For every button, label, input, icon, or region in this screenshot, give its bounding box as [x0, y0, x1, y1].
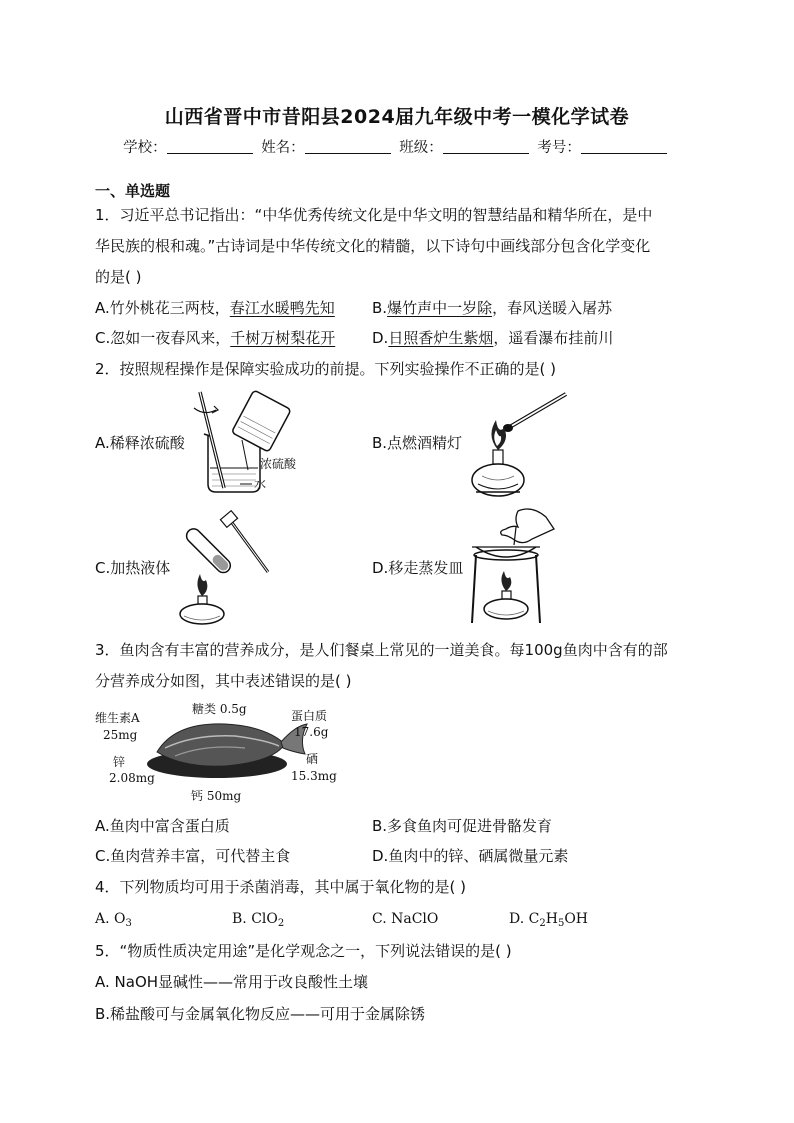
q4-option-c[interactable]: C. NaClO [372, 911, 439, 927]
q1-option-c[interactable] [95, 328, 335, 348]
q1-d-letter: D. [372, 329, 389, 347]
q1-b-text: ，春风送暖入屠苏 [492, 299, 613, 317]
vitamin-a-value: 25mg [103, 728, 138, 742]
q3-stem-line1: 3．鱼肉含有丰富的营养成分，是人们餐桌上常见的一道美食。每100g鱼肉中含有的部 [95, 641, 668, 659]
q1-stem-line1: 1．习近平总书记指出：“中华优秀传统文化是中华文明的智慧结晶和精华所在，是中 [95, 206, 653, 224]
selenium-label: 硒 [306, 752, 319, 766]
q4-d-c: D. C [509, 911, 540, 927]
student-info-line [0, 136, 794, 157]
q4-d-sub2: 5 [557, 918, 565, 929]
q1-d-underlined: 日照香炉生紫烟 [388, 329, 494, 347]
q2-stem: 2．按照规程操作是保障实验成功的前提。下列实验操作不正确的是( ) [95, 360, 557, 378]
fish-nutrition-figure [95, 700, 345, 806]
q3-option-a[interactable]: A.鱼肉中富含蛋白质 [95, 817, 230, 835]
protein-label: 蛋白质 [291, 709, 328, 723]
q4-option-b[interactable] [232, 909, 284, 934]
q2-option-b[interactable]: B.点燃酒精灯 [372, 434, 463, 452]
sugar-label: 糖类 0.5g [192, 702, 247, 716]
moving-dish-figure [462, 505, 562, 627]
number-blank[interactable] [581, 141, 667, 154]
q1-c-text: C.忽如一夜春风来， [95, 329, 231, 347]
school-label: 学校： [123, 140, 167, 156]
school-blank[interactable] [167, 141, 253, 154]
section-heading: 一、单选题 [95, 182, 171, 200]
q2-option-a[interactable]: A.稀释浓硫酸 [95, 434, 185, 452]
q5-stem: 5．“物质性质决定用途”是化学观念之一，下列说法错误的是( ) [95, 942, 512, 960]
class-blank[interactable] [443, 141, 529, 154]
q3-stem-line2: 分营养成分如图，其中表述错误的是( ) [95, 672, 352, 690]
calcium-label: 钙 50mg [191, 789, 242, 803]
diluting-acid-figure [190, 388, 310, 498]
q4-b-formula: B. ClO [232, 911, 278, 927]
q4-d-oh: OH [564, 911, 588, 927]
q1-c-underlined: 千树万树梨花开 [230, 329, 336, 347]
q1-stem-line2: 华民族的根和魂。”古诗词是中华传统文化的精髓，以下诗句中画线部分包含化学变化 [95, 237, 651, 255]
q4-option-d[interactable] [509, 909, 588, 934]
q2-option-d[interactable]: D.移走蒸发皿 [372, 559, 464, 577]
q2-option-c[interactable]: C.加热液体 [95, 559, 171, 577]
q1-option-a[interactable] [95, 298, 335, 318]
q1-a-underlined: 春江水暖鸭先知 [229, 299, 335, 317]
q1-b-letter: B. [372, 299, 388, 317]
zinc-value: 2.08mg [109, 771, 155, 785]
q1-option-d[interactable] [372, 328, 613, 348]
q4-a-sub: 3 [125, 918, 132, 929]
q3-option-d[interactable]: D.鱼肉中的锌、硒属微量元素 [372, 847, 569, 865]
q4-d-sub1: 2 [539, 918, 546, 929]
q5-option-b[interactable]: B.稀盐酸可与金属氧化物反应——可用于金属除锈 [95, 1005, 426, 1023]
q4-option-a[interactable] [95, 909, 132, 934]
name-blank[interactable] [305, 141, 391, 154]
class-label: 班级： [399, 140, 443, 156]
number-label: 考号： [537, 140, 581, 156]
q5-option-a[interactable]: A. NaOH显碱性——常用于改良酸性土壤 [95, 973, 369, 991]
q4-a-formula: A. O [95, 911, 126, 927]
q4-d-h: H [545, 911, 558, 927]
q4-stem: 4．下列物质均可用于杀菌消毒，其中属于氧化物的是( ) [95, 878, 467, 896]
q1-d-text: ，遥看瀑布挂前川 [493, 329, 614, 347]
lighting-lamp-figure [468, 388, 578, 498]
q1-stem-line3: 的是( ) [95, 268, 142, 286]
q4-b-sub: 2 [277, 918, 285, 929]
heating-liquid-figure [172, 510, 282, 626]
q3-option-b[interactable]: B.多食鱼肉可促进骨骼发育 [372, 817, 553, 835]
q3-option-c[interactable]: C.鱼肉营养丰富，可代替主食 [95, 847, 291, 865]
exam-title: 山西省晋中市昔阳县2024届九年级中考一模化学试卷 [164, 106, 630, 128]
vitamin-a-label: 维生素A [95, 711, 140, 725]
q1-a-text: A.竹外桃花三两枝， [95, 299, 230, 317]
q1-option-b[interactable] [372, 298, 612, 318]
water-label: 水 [254, 477, 267, 491]
q1-b-underlined: 爆竹声中一岁除 [387, 299, 493, 317]
selenium-value: 15.3mg [291, 769, 337, 783]
conc-acid-label: 浓硫酸 [260, 457, 297, 471]
zinc-label: 锌 [113, 755, 126, 769]
name-label: 姓名： [261, 140, 305, 156]
protein-value: 17.6g [294, 725, 329, 739]
